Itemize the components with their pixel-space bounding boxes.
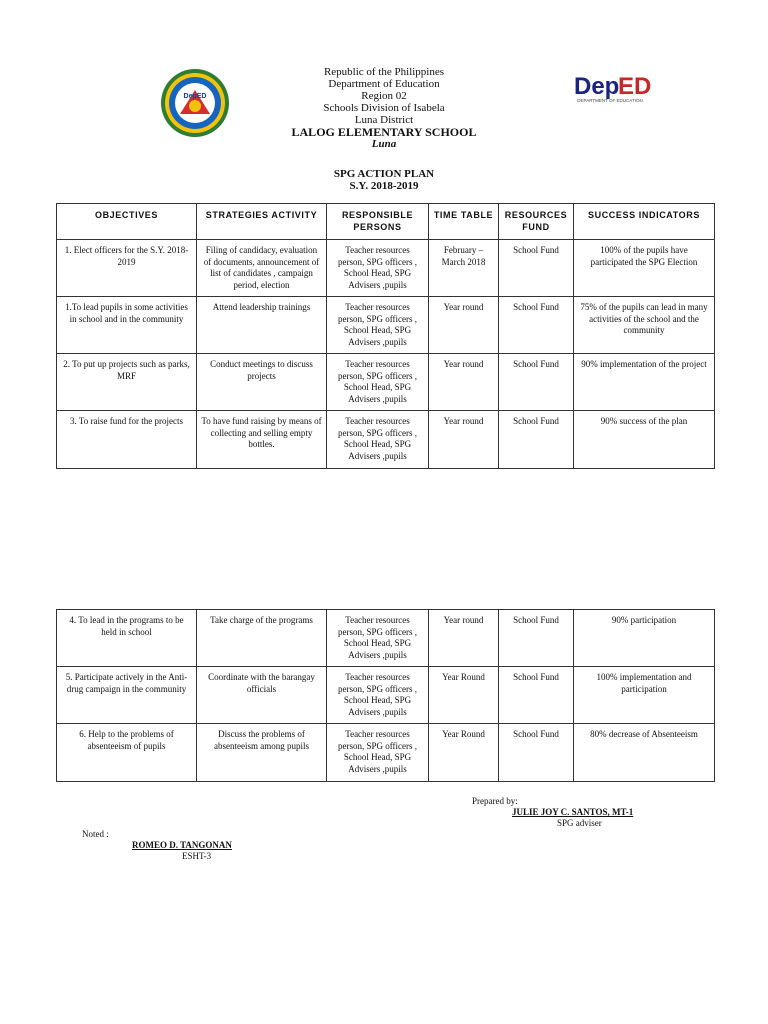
column-header: RESOURCES FUND: [499, 204, 574, 240]
objective-cell: 4. To lead in the programs to be held in school: [57, 610, 197, 667]
objective-cell: 5. Participate actively in the Anti-drug campaign in the community: [57, 667, 197, 724]
table-row: [57, 240, 715, 297]
timetable-cell: Year Round: [429, 667, 499, 724]
table-row: [57, 297, 715, 354]
svg-text:DepED: DepED: [183, 93, 207, 100]
action-plan-table-1: [56, 203, 715, 469]
persons-cell: Teacher resources person, SPG officers , School Head, SPG Advisers ,pupils: [327, 411, 429, 469]
table-row: [57, 724, 715, 782]
strategy-cell: Filing of candidacy, evaluation of documents, announcement of list of candidates , campaign period, election: [197, 240, 327, 297]
header-republic: Republic of the Philippines: [323, 66, 445, 78]
prepared-by-title: SPG adviser: [557, 818, 602, 828]
persons-cell: Teacher resources person, SPG officers , School Head, SPG Advisers ,pupils: [327, 240, 429, 297]
svg-text:Dep: Dep: [574, 73, 620, 100]
objective-cell: 3. To raise fund for the projects: [57, 411, 197, 469]
indicator-cell: 90% participation: [574, 610, 715, 667]
plan-title-line1: SPG ACTION PLAN: [333, 168, 435, 180]
persons-cell: Teacher resources person, SPG officers , School Head, SPG Advisers ,pupils: [327, 610, 429, 667]
strategy-cell: Attend leadership trainings: [197, 297, 327, 354]
noted-title: ESHT-3: [182, 851, 212, 861]
column-header: SUCCESS INDICATORS: [574, 204, 715, 240]
header-region: Region 02: [361, 90, 407, 102]
objective-cell: 2. To put up projects such as parks, MRF: [57, 354, 197, 411]
timetable-cell: Year round: [429, 411, 499, 469]
indicator-cell: 100% implementation and participation: [574, 667, 715, 724]
prepared-by-label: Prepared by:: [472, 796, 518, 806]
timetable-cell: Year round: [429, 297, 499, 354]
objective-cell: 1.To lead pupils in some activities in school and in the community: [57, 297, 197, 354]
indicator-cell: 75% of the pupils can lead in many activities of the school and the community: [574, 297, 715, 354]
table-row: [57, 411, 715, 469]
objective-cell: 6. Help to the problems of absenteeism of pupils: [57, 724, 197, 782]
column-header: STRATEGIES ACTIVITY: [197, 204, 327, 240]
svg-text:DEPARTMENT OF EDUCATION: DEPARTMENT OF EDUCATION: [577, 98, 643, 103]
indicator-cell: 80% decrease of Absenteeism: [574, 724, 715, 782]
indicator-cell: 90% success of the plan: [574, 411, 715, 469]
fund-cell: School Fund: [499, 411, 574, 469]
timetable-cell: Year round: [429, 354, 499, 411]
table-row: [57, 667, 715, 724]
prepared-by-name: JULIE JOY C. SANTOS, MT-1: [512, 807, 634, 817]
column-header: RESPONSIBLE PERSONS: [327, 204, 429, 240]
timetable-cell: February – March 2018: [429, 240, 499, 297]
table-row: [57, 354, 715, 411]
indicator-cell: 90% implementation of the project: [574, 354, 715, 411]
timetable-cell: Year round: [429, 610, 499, 667]
column-header: TIME TABLE: [429, 204, 499, 240]
header-division: Schools Division of Isabela: [323, 102, 445, 114]
table-row: [57, 610, 715, 667]
fund-cell: School Fund: [499, 354, 574, 411]
persons-cell: Teacher resources person, SPG officers , School Head, SPG Advisers ,pupils: [327, 667, 429, 724]
fund-cell: School Fund: [499, 610, 574, 667]
strategy-cell: Take charge of the programs: [197, 610, 327, 667]
fund-cell: School Fund: [499, 297, 574, 354]
strategy-cell: Conduct meetings to discuss projects: [197, 354, 327, 411]
fund-cell: School Fund: [499, 240, 574, 297]
strategy-cell: Coordinate with the barangay officials: [197, 667, 327, 724]
strategy-cell: Discuss the problems of absenteeism among pupils: [197, 724, 327, 782]
fund-cell: School Fund: [499, 667, 574, 724]
noted-label: Noted :: [82, 829, 109, 839]
school-name: LALOG ELEMENTARY SCHOOL: [291, 125, 477, 139]
document-header: [0, 66, 768, 150]
fund-cell: School Fund: [499, 724, 574, 782]
persons-cell: Teacher resources person, SPG officers , School Head, SPG Advisers ,pupils: [327, 724, 429, 782]
table-header-row: [57, 204, 715, 240]
plan-title: [0, 168, 768, 192]
action-plan-table-2: [56, 609, 715, 782]
indicator-cell: 100% of the pupils have participated the SPG Election: [574, 240, 715, 297]
noted-name: ROMEO D. TANGONAN: [132, 840, 232, 850]
timetable-cell: Year Round: [429, 724, 499, 782]
plan-title-line2: S.Y. 2018-2019: [349, 180, 419, 192]
persons-cell: Teacher resources person, SPG officers , School Head, SPG Advisers ,pupils: [327, 354, 429, 411]
school-town: Luna: [371, 138, 397, 150]
header-department: Department of Education: [328, 78, 440, 90]
header-district: Luna District: [354, 114, 414, 126]
objective-cell: 1. Elect officers for the S.Y. 2018-2019: [57, 240, 197, 297]
persons-cell: Teacher resources person, SPG officers , School Head, SPG Advisers ,pupils: [327, 297, 429, 354]
svg-text:ED: ED: [618, 73, 652, 100]
strategy-cell: To have fund raising by means of collecting and selling empty bottles.: [197, 411, 327, 469]
column-header: OBJECTIVES: [57, 204, 197, 240]
